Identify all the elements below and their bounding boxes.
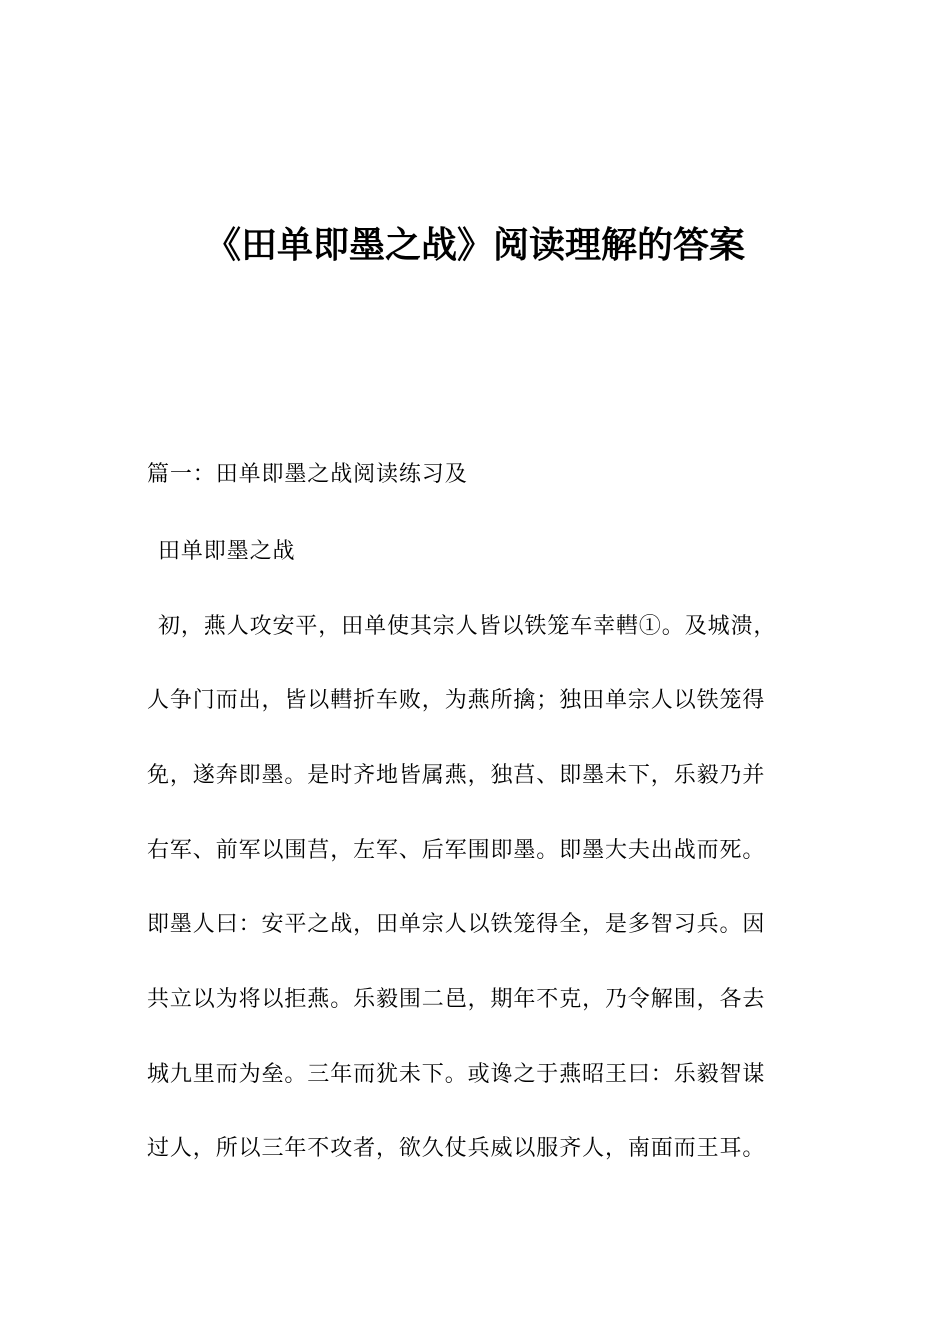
article-title: 田单即墨之战 <box>158 539 296 564</box>
body-line: 人争门而出，皆以轊折车败，为燕所擒；独田单宗人以铁笼得 <box>147 688 766 713</box>
body-line: 初，燕人攻安平，田单使其宗人皆以铁笼车幸轊①。及城溃， <box>158 614 777 639</box>
body-line: 过人，所以三年不攻者，欲久仗兵威以服齐人，南面而王耳。 <box>147 1136 766 1161</box>
body-line: 免，遂奔即墨。是时齐地皆属燕，独莒、即墨未下，乐毅乃并 <box>147 763 766 788</box>
body-line: 城九里而为垒。三年而犹未下。或谗之于燕昭王曰：乐毅智谋 <box>147 1062 766 1087</box>
body-line: 即墨人曰：安平之战，田单宗人以铁笼得全，是多智习兵。因 <box>147 912 766 937</box>
document-title: 《田单即墨之战》阅读理解的答案 <box>204 225 745 266</box>
body-line: 右军、前军以围莒，左军、后军围即墨。即墨大夫出战而死。 <box>147 838 766 863</box>
section-heading: 篇一：田单即墨之战阅读练习及 <box>147 462 468 487</box>
body-line: 共立以为将以拒燕。乐毅围二邑，期年不克，乃令解围，各去 <box>147 987 766 1012</box>
